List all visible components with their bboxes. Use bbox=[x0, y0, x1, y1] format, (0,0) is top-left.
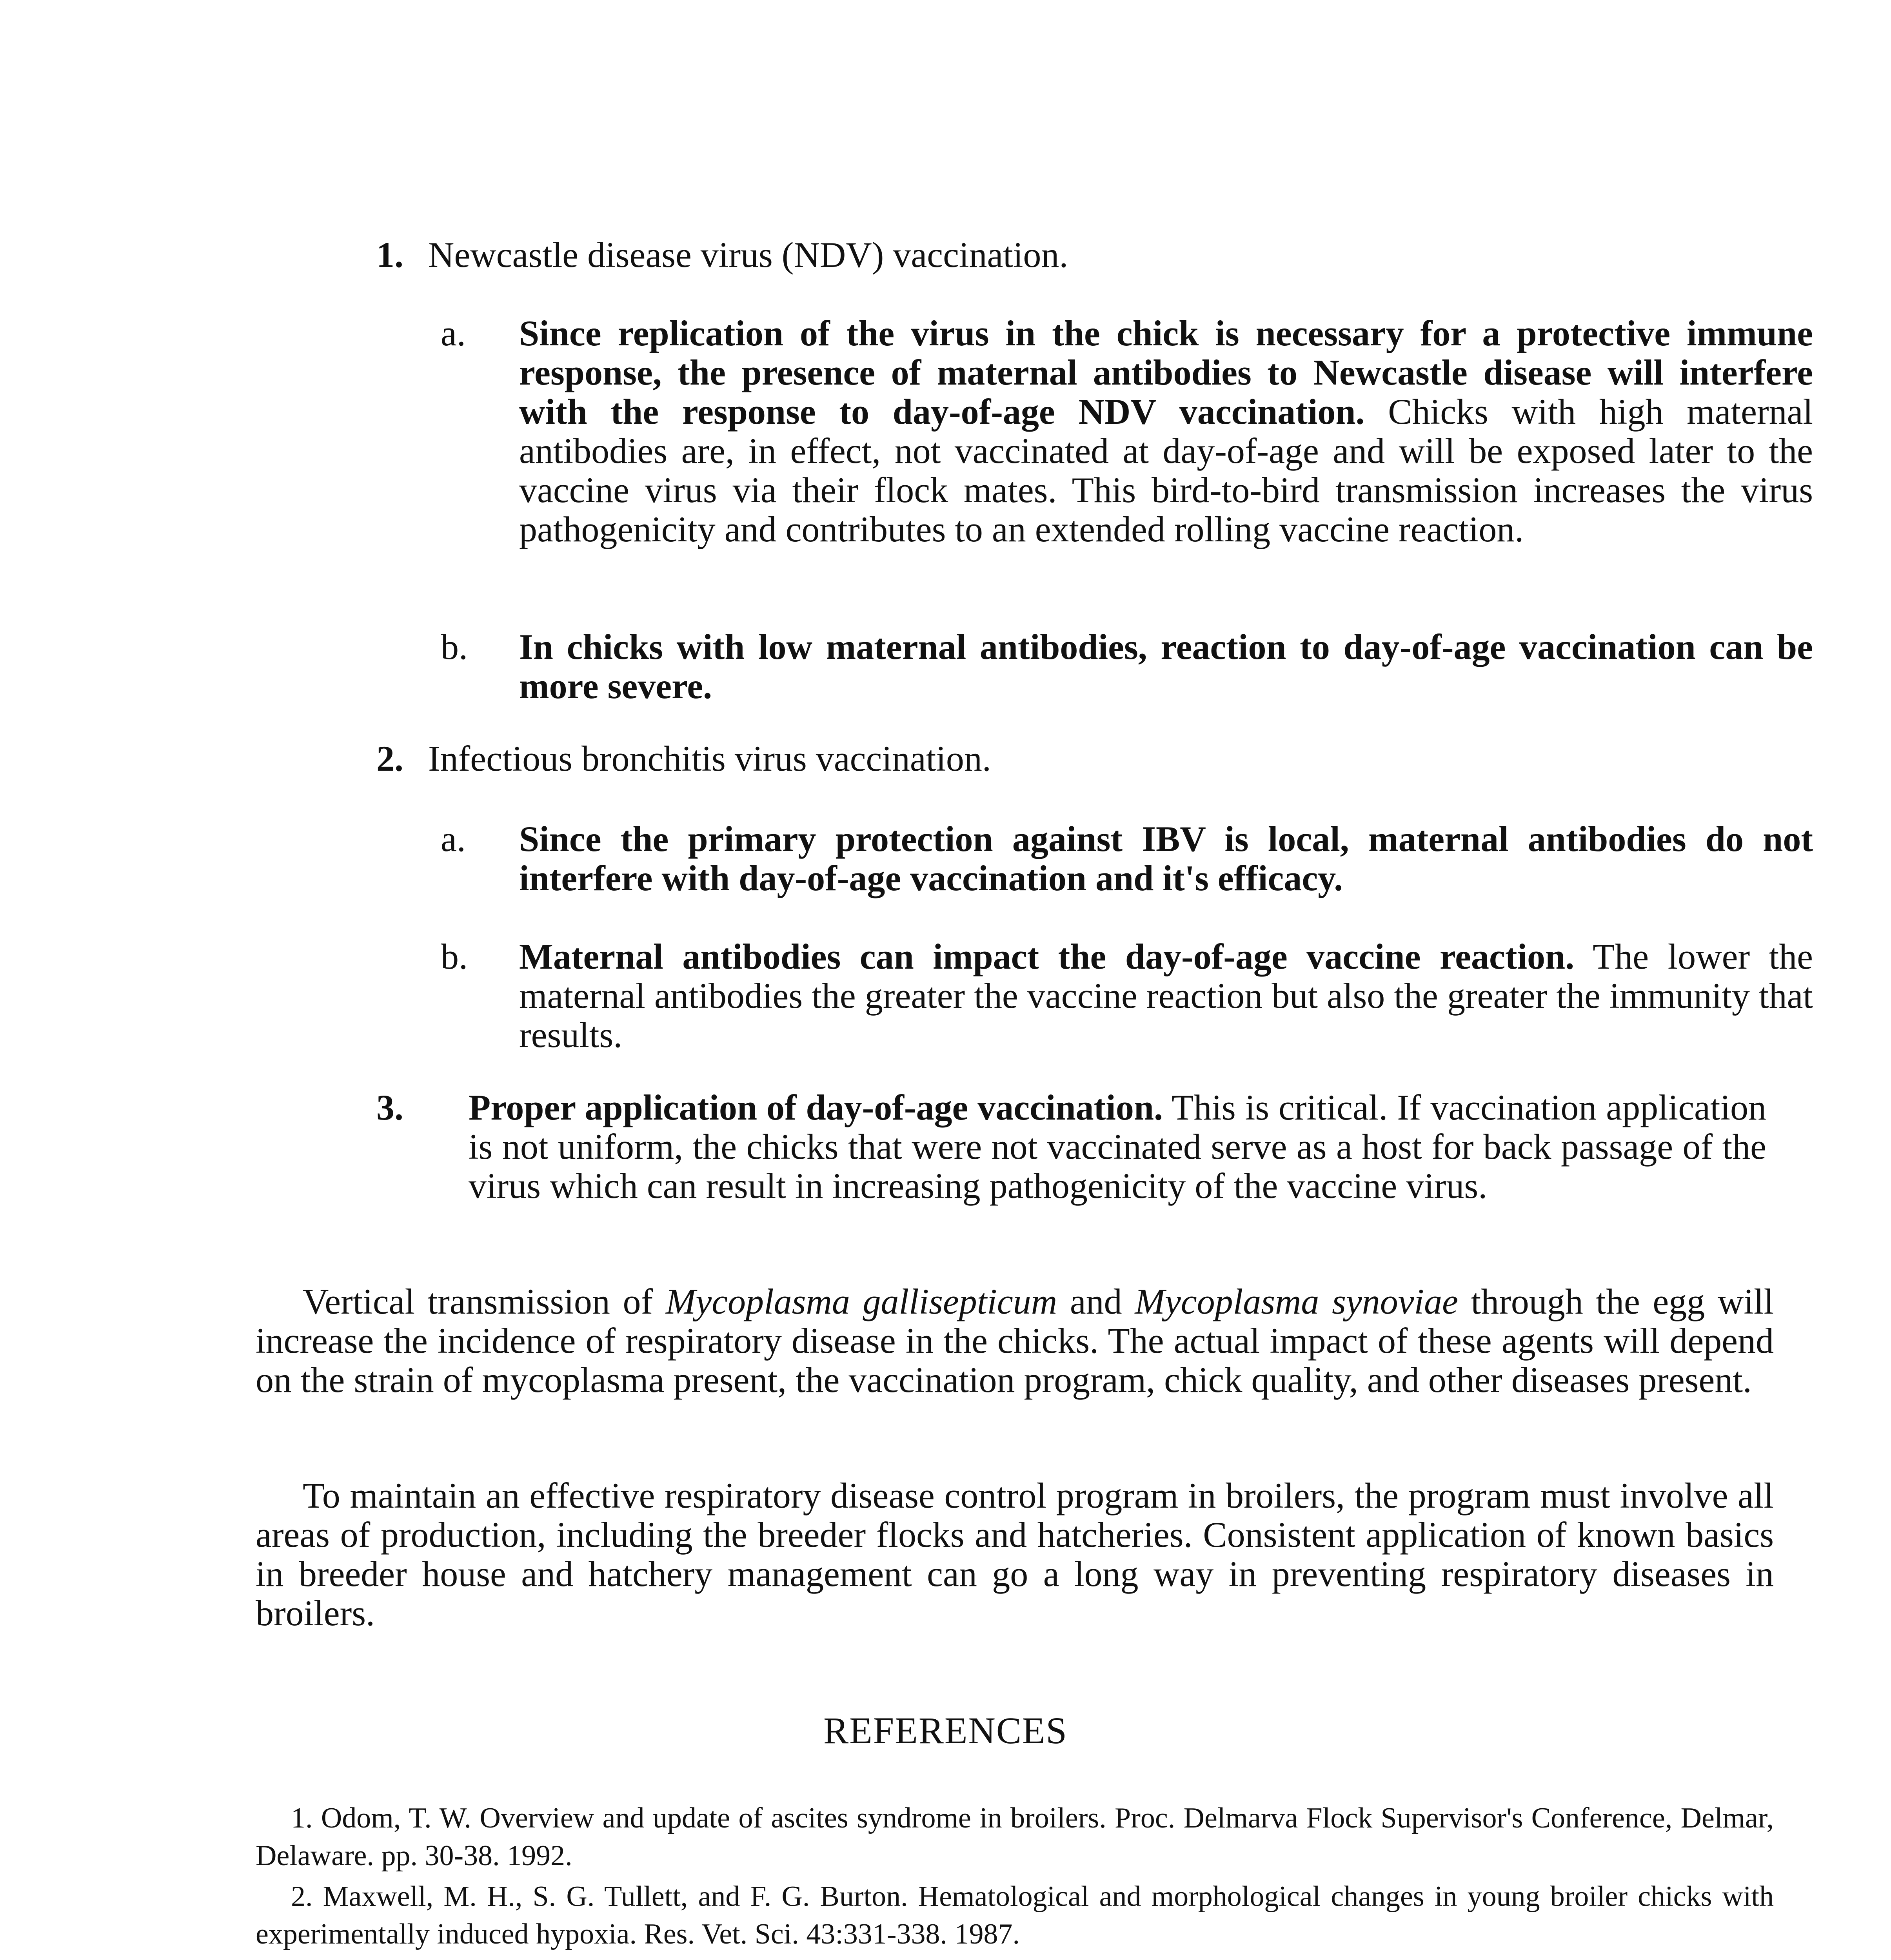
item2-a bbox=[441, 819, 1813, 898]
item2-b-bold: Maternal antibodies can impact the day-of-age vaccine reaction. bbox=[519, 936, 1575, 976]
item1-a-bold: Since replication of the virus in the chick is necessary for a protective immune response, the presence of maternal antibodies to Newcastle disease will interfere with the response to day-of-age NDV vaccination. bbox=[519, 313, 1813, 432]
item3-bold: Proper application of day-of-age vaccination. bbox=[469, 1087, 1163, 1127]
para1-text-1: Vertical transmission of bbox=[303, 1281, 653, 1321]
references-heading: REFERENCES bbox=[823, 1710, 1068, 1751]
item2-a-text bbox=[519, 819, 1813, 898]
item3-text bbox=[469, 1088, 1766, 1205]
item1-a-label: a. bbox=[441, 313, 466, 353]
item1-b bbox=[441, 627, 1813, 706]
item2-heading bbox=[376, 739, 1788, 778]
item2-b-normal: The lower the maternal antibodies the greater the vaccine reaction but also the greater the immunity that results. bbox=[519, 936, 1813, 1055]
item2-title: Infectious bronchitis virus vaccination. bbox=[428, 739, 991, 779]
item1-b-label: b. bbox=[441, 627, 468, 667]
item1-title: Newcastle disease virus (NDV) vaccination. bbox=[428, 235, 1068, 275]
paragraph-mycoplasma bbox=[256, 1282, 1774, 1399]
item1-heading bbox=[376, 235, 1788, 274]
para1-italic-2: Mycoplasma synoviae bbox=[1135, 1281, 1458, 1321]
item2-a-bold: Since the primary protection against IBV is local, maternal antibodies do not interfere with day-of-age vaccination and it's efficacy. bbox=[519, 819, 1813, 898]
item2-b-text bbox=[519, 937, 1813, 1054]
reference-item: 2. Maxwell, M. H., S. G. Tullett, and F. G. Burton. Hematological and morphological changes in young broiler chicks with experimentally induced hypoxia. Res. Vet. Sci. 43:331-338. 1987. bbox=[256, 1880, 1774, 1950]
item2-b bbox=[441, 936, 1813, 1055]
reference-item: 1. Odom, T. W. Overview and update of ascites syndrome in broilers. Proc. Delmarva Flock Supervisor's Conference, Delmar, Delaware. pp. 30-38. 1992. bbox=[256, 1802, 1774, 1872]
para1-text-2: and bbox=[1070, 1281, 1122, 1321]
item1-number: 1. bbox=[376, 235, 403, 275]
item1-b-text bbox=[519, 627, 1813, 706]
paragraph-control-program: To maintain an effective respiratory disease control program in broilers, the program must involve all areas of production, including the breeder flocks and hatcheries. Consistent application of known basics in breeder house and hatchery management can go a long way in preventing respiratory diseases in broilers. bbox=[256, 1475, 1774, 1633]
para1-text-3: through the egg will increase the incidence of respiratory disease in the chicks. The actual impact of these agents will depend on the strain of mycoplasma present, the vaccination program, chick quality, and other diseases present. bbox=[256, 1281, 1774, 1400]
item1-a-normal: Chicks with high maternal antibodies are, in effect, not vaccinated at day-of-age and will be exposed later to the vaccine virus via their flock mates. This bird-to-bird transmission increases the virus pathogenicity and contributes to an extended rolling vaccine reaction. bbox=[519, 392, 1813, 549]
item1-a-text bbox=[519, 314, 1813, 549]
item3-number: 3. bbox=[376, 1087, 403, 1127]
item2-a-label: a. bbox=[441, 819, 466, 859]
item1-a bbox=[441, 313, 1813, 588]
item2-number: 2. bbox=[376, 739, 403, 779]
item2-b-label: b. bbox=[441, 936, 468, 976]
item1-b-bold: In chicks with low maternal antibodies, reaction to day-of-age vaccination can be more severe. bbox=[519, 627, 1813, 706]
para1-italic-1: Mycoplasma gallisepticum bbox=[665, 1281, 1057, 1321]
item3-normal: This is critical. If vaccination application is not uniform, the chicks that were not vaccinated serve as a host for back passage of the virus which can result in increasing pathogenicity of the vaccine virus. bbox=[469, 1087, 1767, 1206]
